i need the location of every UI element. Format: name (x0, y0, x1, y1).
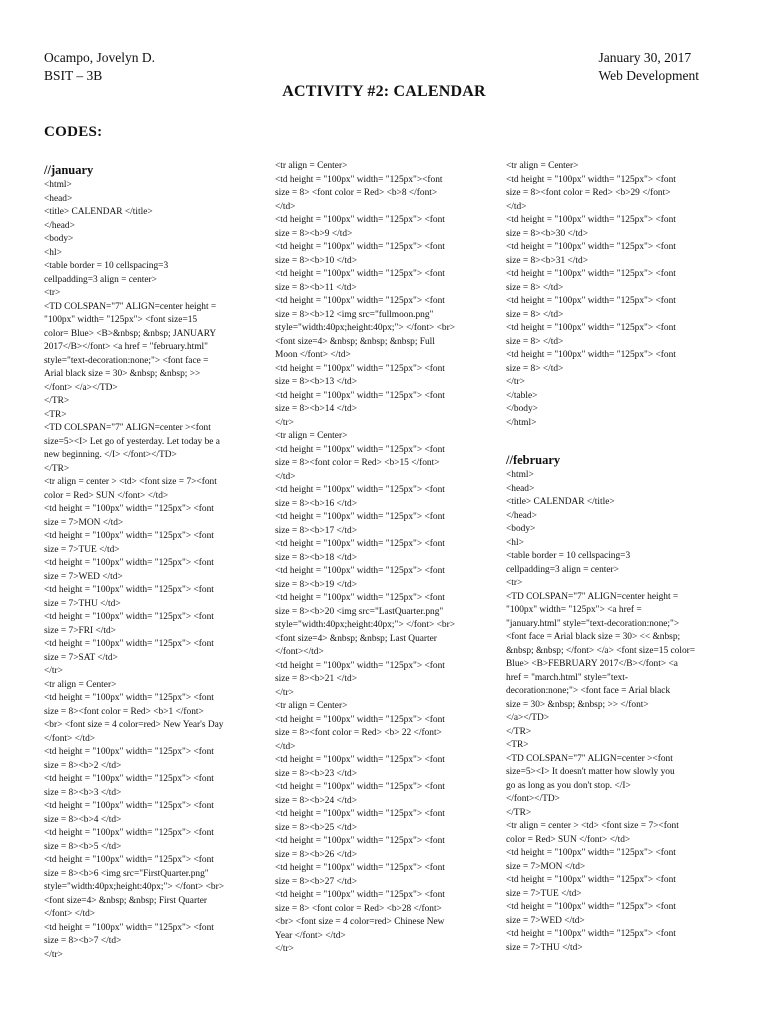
code-line: <body> (506, 524, 536, 534)
code-line: size = 8><b>19 </td> (275, 579, 357, 590)
code-line: size = 8><b>11 </td> (275, 282, 357, 293)
code-line: size = 8> </td> (506, 336, 564, 347)
code-line: style="width:40px;height:40px;"> </font> <br> (275, 323, 455, 333)
code-line: <td height = "100px" width= "125px"> <font (275, 836, 445, 846)
code-line: size = 8><b>5 </td> (44, 841, 122, 852)
code-line: <br> <font size = 4 color=red> Chinese New (275, 917, 445, 927)
code-line: <body> (44, 234, 74, 244)
code-line: size = 7>WED </td> (506, 915, 585, 926)
code-line: <td height = "100px" width= "125px"> <font (275, 660, 445, 671)
code-line: <td height = "100px" width= "125px"> <font (506, 242, 676, 252)
codes-heading: CODES: (44, 124, 103, 140)
code-line: <TD COLSPAN="7" ALIGN=center ><font (44, 423, 211, 433)
code-line: </head> (44, 220, 75, 231)
code-line: color= Blue> <B>&nbsp; &nbsp; JANUARY (44, 328, 217, 339)
code-line: </tr> (506, 377, 525, 387)
code-line: "january.html" style="text-decoration:none;"> (506, 618, 680, 629)
code-line: <tr> (506, 578, 523, 588)
code-line: </head> (506, 510, 537, 521)
code-line: size = 7>TUE </td> (506, 888, 582, 899)
code-line: size = 8><font color = Red> <b>29 </font> (506, 188, 671, 198)
code-line: <tr> (44, 288, 61, 298)
code-line: size = 8> </td> (506, 363, 564, 374)
code-line: <td height = "100px" width= "125px"> <font (506, 902, 676, 912)
code-line: <td height = "100px" width= "125px"> <font (44, 585, 214, 595)
code-line: size = 8> </td> (506, 282, 564, 293)
code-line: size = 7>FRI </td> (44, 625, 116, 636)
code-line: <td height = "100px" width= "125px"> <font (275, 269, 445, 279)
code-line: <font size=4> &nbsp; &nbsp; &nbsp; Full (275, 336, 435, 347)
code-line: cellpadding=3 align = center> (506, 564, 619, 575)
code-line: size = 8><b>18 </td> (275, 552, 357, 563)
code-line: <tr align = Center> (44, 679, 117, 690)
code-line: <font size=4> &nbsp; &nbsp; Last Quarter (275, 633, 437, 644)
code-line: <td height = "100px" width= "125px"> <font (44, 558, 214, 568)
code-line: </td> (275, 201, 296, 212)
code-line: size = 7>TUE </td> (44, 544, 120, 555)
code-line: <td height = "100px" width= "125px"> <font (506, 350, 676, 360)
code-line: "100px" width= "125px"> <a href = (506, 605, 642, 615)
code-line: </font></td> (275, 647, 324, 657)
code-line: size = 8><b>30 </td> (506, 228, 588, 239)
code-line: <td height = "100px" width= "125px"> <font (275, 566, 445, 576)
code-line: <td height = "100px" width= "125px"> <font (275, 863, 445, 873)
code-line: <TD COLSPAN="7" ALIGN=center ><font (506, 753, 673, 764)
code-line: <hl> (506, 537, 524, 548)
code-line: </table> (506, 390, 538, 401)
code-line: <td height = "100px" width= "125px"> <font (506, 875, 676, 885)
code-line: </font> </td> (44, 733, 96, 744)
section-heading-february: //february (506, 453, 561, 467)
document-subject: Web Development (598, 68, 699, 83)
code-line: size = 8><font color = Red> <b>15 </font> (275, 458, 440, 468)
code-line: <td height = "100px" width= "125px"> <font (44, 639, 214, 649)
code-line: size = 8><b>2 </td> (44, 760, 122, 771)
code-line: <td height = "100px" width= "125px"> <font (44, 922, 214, 933)
code-line: <td height = "100px" width= "125px"> <font (275, 242, 445, 252)
code-line: </font> </a></TD> (44, 382, 118, 393)
code-line: cellpadding=3 align = center> (44, 274, 157, 285)
code-line: color = Red> SUN </font> </td> (44, 490, 169, 501)
code-lines (506, 160, 728, 430)
code-line: style="text-decoration:none;"> <font face = (44, 355, 209, 366)
code-line: </tr> (275, 417, 294, 428)
code-line: <td height = "100px" width= "125px"> <font (275, 755, 445, 765)
code-line: <td height = "100px" width= "125px"> <font (506, 848, 676, 858)
code-line: <td height = "100px" width= "125px"> <font (275, 714, 445, 725)
code-line: <td height = "100px" width= "125px"> <font (44, 531, 214, 541)
code-line: <tr align = center > <td> <font size = 7><font (44, 477, 217, 487)
code-line: </TR> (506, 726, 532, 737)
code-line: size = 30> &nbsp; &nbsp; >> </font> (506, 699, 649, 710)
code-line: <td height = "100px" width= "125px"> <font (44, 747, 214, 757)
code-line: </tr> (275, 944, 294, 954)
code-column-1 (44, 160, 264, 962)
code-line: size = 8><b>6 <img src="FirstQuarter.png" (44, 868, 209, 879)
author-section: BSIT – 3B (44, 68, 103, 83)
code-line: size = 8><b>7 </td> (44, 936, 122, 946)
author-block (44, 49, 155, 85)
code-line: </font></TD> (506, 794, 560, 804)
code-line: <title> CALENDAR </title> (506, 497, 615, 507)
code-line: size = 8> </td> (506, 309, 564, 320)
code-line: <title> CALENDAR </title> (44, 207, 153, 217)
code-line: Blue> <B>FEBRUARY 2017</B></font> <a (506, 659, 678, 669)
code-line: </td> (275, 471, 296, 482)
code-line: size=5><I> Let go of yesterday. Let today be a (44, 436, 220, 447)
code-line: <td height = "100px" width= "125px"> <font (506, 269, 676, 279)
code-line: size = 8><b>13 </td> (275, 377, 357, 387)
code-line: <td height = "100px" width= "125px"> <font (506, 323, 676, 333)
code-line: size = 8><b>12 <img src="fullmoon.png" (275, 309, 434, 320)
code-line: <tr align = center > <td> <font size = 7><font (506, 821, 679, 831)
code-line: </TR> (506, 807, 532, 818)
code-line: Moon </font> </td> (275, 350, 351, 360)
code-line: <tr align = Center> (506, 161, 579, 171)
code-line: href = "march.html" style="text- (506, 672, 629, 683)
code-line: </tr> (275, 687, 294, 698)
code-line: </tr> (44, 666, 63, 676)
code-line: <td height = "100px" width= "125px"> <font (44, 801, 214, 811)
code-column-2 (275, 160, 497, 957)
code-line: <td height = "100px" width= "125px"> <font (275, 539, 445, 549)
code-line: <hl> (44, 247, 62, 258)
code-line: size = 8><b>16 </td> (275, 498, 357, 509)
code-line: <td height = "100px" width= "125px"> <font (44, 693, 214, 703)
code-line: <td height = "100px" width= "125px"> <font (506, 215, 676, 225)
code-line: <font size=4> &nbsp; &nbsp; First Quarter (44, 895, 207, 906)
code-line: size = 7>SAT </td> (44, 652, 118, 663)
code-line: size = 8><font color = Red> <b>1 </font> (44, 706, 204, 717)
code-lines (506, 469, 728, 955)
code-line: Arial black size = 30> &nbsp; &nbsp; >> (44, 369, 201, 379)
code-line: <td height = "100px" width= "125px"> <font (275, 809, 445, 819)
section-gap (506, 430, 728, 450)
code-line: <td height = "100px" width= "125px"> <font (275, 296, 445, 306)
code-line: <td height = "100px" width= "125px"> <font (275, 390, 445, 401)
section-heading-january: //january (44, 163, 94, 177)
code-line: <tr align = Center> (275, 431, 348, 441)
code-line: <head> (44, 193, 73, 204)
code-lines (275, 160, 497, 957)
code-line: size = 7>WED </td> (44, 571, 123, 582)
code-line: </TR> (44, 396, 70, 406)
code-line: </td> (506, 201, 527, 212)
code-line: size = 8><b>4 </td> (44, 814, 122, 825)
code-line: size = 8><b>14 </td> (275, 404, 357, 414)
code-line: <html> (506, 470, 534, 480)
code-line: <td height = "100px" width= "125px"> <font (275, 485, 445, 495)
code-line: size = 8><b>10 </td> (275, 255, 357, 266)
code-line: size=5><I> It doesn't matter how slowly you (506, 767, 675, 777)
code-line: size = 8><b>9 </td> (275, 228, 353, 239)
code-line: <td height = "100px" width= "125px"> <font (506, 174, 676, 185)
code-line: size = 8> <font color = Red> <b>8 </font> (275, 188, 438, 198)
code-line: <table border = 10 cellspacing=3 (506, 551, 631, 561)
code-line: size = 8><b>17 </td> (275, 525, 357, 536)
date-block (598, 49, 699, 85)
code-line: </td> (275, 741, 296, 752)
code-line: &nbsp; &nbsp; </font> </a> <font size=15 color= (506, 645, 696, 656)
code-line: size = 8><b>31 </td> (506, 255, 588, 266)
document-date: January 30, 2017 (598, 50, 692, 65)
code-line: <td height = "100px" width= "125px"> <font (275, 215, 445, 225)
code-line: <table border = 10 cellspacing=3 (44, 261, 169, 271)
code-line: size = 8><b>25 </td> (275, 822, 357, 833)
code-line: <td height = "100px" width= "125px"> <font (44, 855, 214, 865)
code-line: <td height = "100px" width= "125px"> <font (275, 782, 445, 792)
code-line: style="width:40px;height:40px;"> </font> <br> (44, 882, 224, 892)
code-line: </a></TD> (506, 713, 550, 723)
code-column-3 (506, 160, 728, 955)
code-line: <font face = Arial black size = 30> << &nbsp; (506, 632, 681, 642)
code-line: <td height = "100px" width= "125px"> <font (275, 593, 445, 603)
code-line: size = 8><b>20 <img src="LastQuarter.png" (275, 606, 444, 617)
code-line: size = 8><b>3 </td> (44, 787, 122, 798)
code-line: size = 8><b>27 </td> (275, 876, 357, 887)
code-line: <td height = "100px" width= "125px"> <font (275, 444, 445, 455)
code-line: new beginning. </I> </font></TD> (44, 450, 177, 460)
code-line: </body> (506, 404, 538, 414)
code-line: <head> (506, 483, 535, 494)
document-title: ACTIVITY #2: CALENDAR (282, 83, 486, 100)
code-line: Year </font> </td> (275, 930, 346, 941)
code-line: size = 8><font color = Red> <b> 22 </font> (275, 728, 442, 738)
code-line: size = 8><b>23 </td> (275, 768, 357, 779)
code-line: decoration:none;"> <font face = Arial black (506, 686, 671, 696)
code-line: size = 7>THU </td> (506, 942, 583, 953)
code-line: "100px" width= "125px"> <font size=15 (44, 315, 198, 325)
code-line: <br> <font size = 4 color=red> New Year's Day (44, 720, 224, 730)
code-line: <td height = "100px" width= "125px"> <font (275, 890, 445, 900)
code-line: size = 8><b>26 </td> (275, 849, 357, 860)
code-line: <td height = "100px" width= "125px"> <font (44, 774, 214, 784)
code-line: color = Red> SUN </font> </td> (506, 834, 631, 845)
code-line: <td height = "100px" width= "125px"> <font (275, 363, 445, 374)
code-line: <TR> (44, 409, 67, 420)
code-lines (44, 179, 264, 962)
code-line: size = 8> <font color = Red> <b>28 </font> (275, 903, 442, 914)
code-line: <html> (44, 180, 72, 190)
code-line: <td height = "100px" width= "125px"> <font (506, 929, 676, 939)
code-line: </tr> (44, 949, 63, 960)
code-line: <tr align = Center> (275, 701, 348, 711)
code-line: </html> (506, 417, 537, 428)
code-line: <TR> (506, 740, 529, 750)
code-line: <td height = "100px" width= "125px"> <font (275, 512, 445, 522)
code-line: <td height = "100px" width= "125px"><font (275, 174, 443, 185)
code-line: size = 8><b>21 </td> (275, 674, 357, 684)
code-line: <TD COLSPAN="7" ALIGN=center height = (44, 301, 217, 312)
code-line: <td height = "100px" width= "125px"> <font (44, 612, 214, 622)
code-line: <td height = "100px" width= "125px"> <font (44, 828, 214, 838)
code-line: go as long as you don't stop. </I> (506, 780, 631, 791)
code-line: </font> </td> (44, 909, 96, 919)
code-line: 2017</B></font> <a href = "february.html" (44, 342, 208, 352)
code-line: size = 7>MON </td> (44, 517, 124, 528)
code-line: </TR> (44, 463, 70, 474)
code-line: size = 7>THU </td> (44, 598, 121, 609)
code-line: <td height = "100px" width= "125px"> <font (506, 296, 676, 306)
author-name: Ocampo, Jovelyn D. (44, 50, 155, 65)
code-line: size = 8><b>24 </td> (275, 795, 357, 806)
code-line: <td height = "100px" width= "125px"> <font (44, 504, 214, 514)
code-line: size = 7>MON </td> (506, 861, 586, 872)
code-line: <tr align = Center> (275, 161, 348, 171)
code-line: style="width:40px;height:40px;"> </font> <br> (275, 620, 455, 630)
code-line: <TD COLSPAN="7" ALIGN=center height = (506, 591, 679, 602)
